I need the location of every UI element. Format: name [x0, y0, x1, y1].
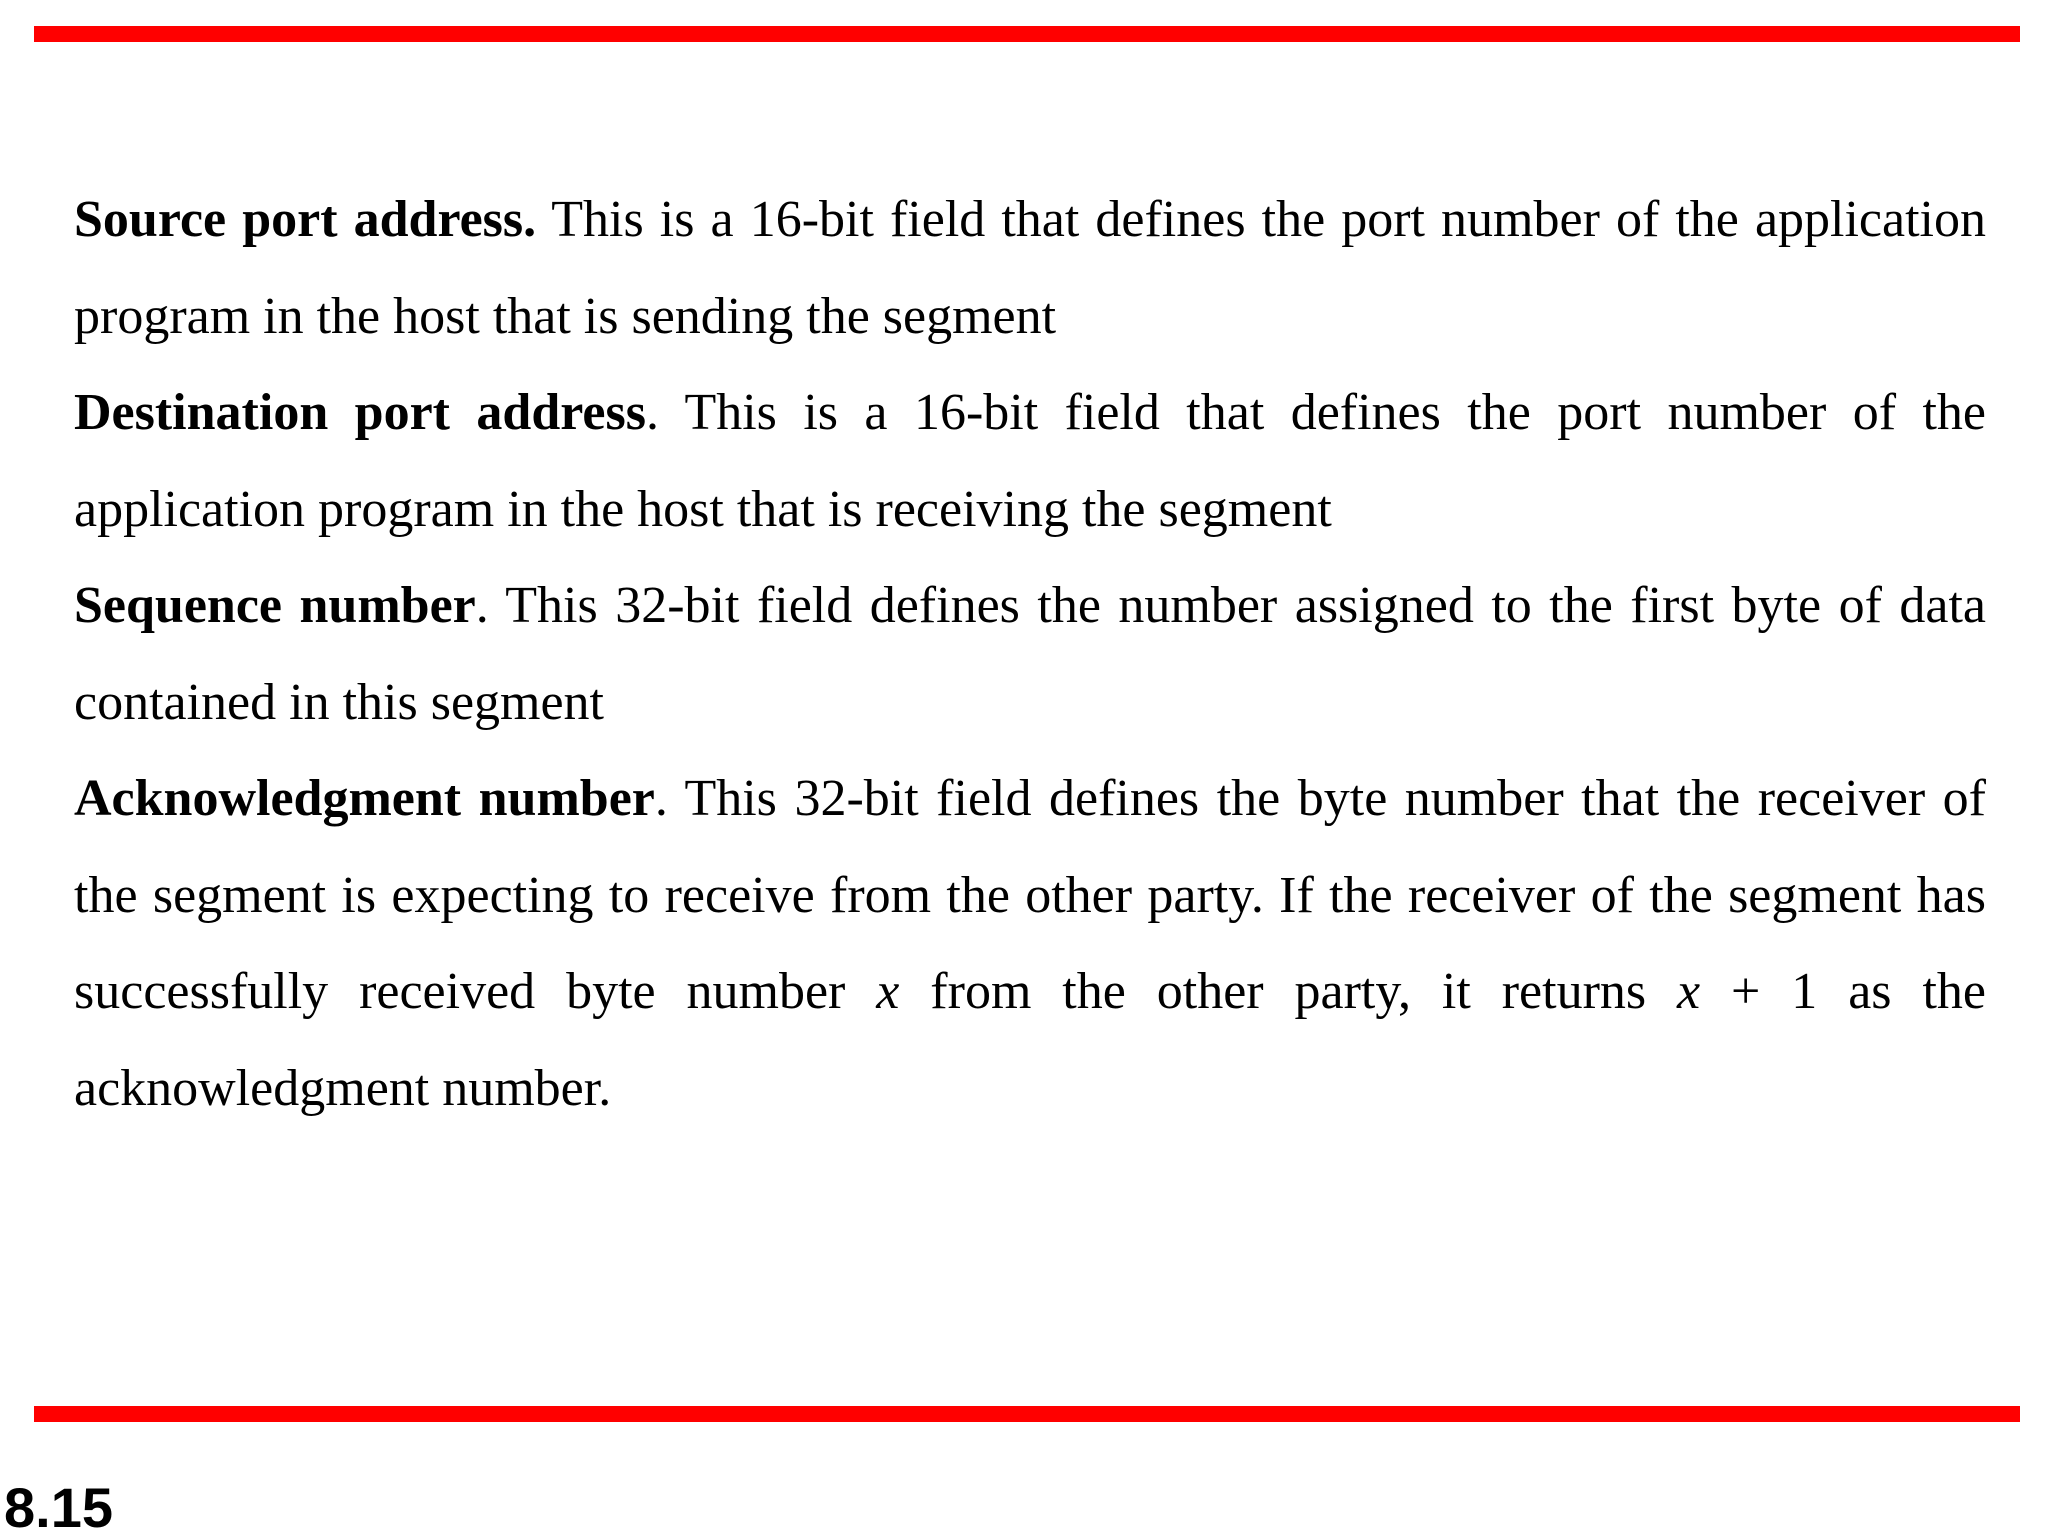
variable-x: x	[1677, 963, 1701, 1020]
paragraph-destination-port	[74, 365, 1986, 558]
variable-x: x	[876, 963, 900, 1020]
definition-acknowledgment-part-2: from the other party, it returns	[899, 963, 1678, 1020]
definition-source-port: This is a 16-bit field that defines the port number of the application program in the host that is sending the segment	[74, 191, 1986, 345]
definition-acknowledgment-part-1: . This 32-bit field defines the byte number that the receiver of the segment is expecting to receive from the other party. If the receiver of the segment has successfully received byte number	[74, 770, 1986, 1020]
term-source-port: Source port address.	[74, 191, 537, 248]
paragraph-sequence-number	[74, 558, 1986, 751]
definition-acknowledgment-part-3: + 1 as the acknowledgment number.	[74, 963, 1986, 1117]
slide-body	[74, 172, 1986, 1137]
top-divider	[34, 26, 2020, 42]
paragraph-acknowledgment-number	[74, 751, 1986, 1137]
page-number: 8.15	[4, 1476, 113, 1539]
bottom-divider	[34, 1406, 2020, 1422]
definition-sequence-number: . This 32-bit field defines the number assigned to the first byte of data contained in this segment	[74, 577, 1986, 731]
term-destination-port: Destination port address	[74, 384, 646, 441]
paragraph-source-port	[74, 172, 1986, 365]
term-sequence-number: Sequence number	[74, 577, 476, 634]
definition-destination-port: . This is a 16-bit field that defines the port number of the application program in the host that is receiving the segment	[74, 384, 1986, 538]
term-acknowledgment-number: Acknowledgment number	[74, 770, 655, 827]
